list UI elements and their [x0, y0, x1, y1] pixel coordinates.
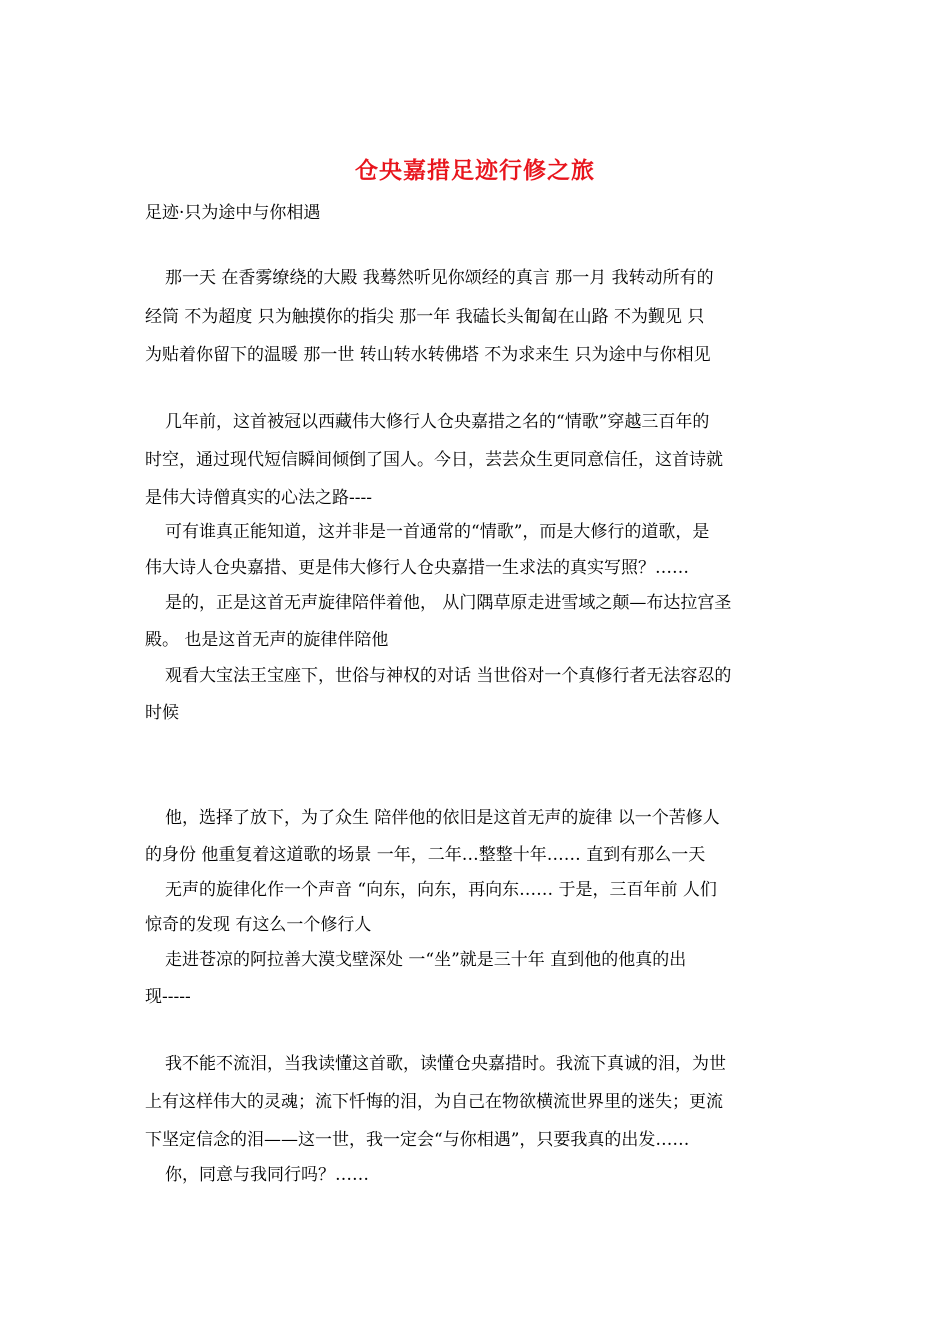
body-line: 现----- — [145, 987, 191, 1007]
body-line: 我不能不流泪，当我读懂这首歌，读懂仓央嘉措时。我流下真诚的泪，为世 — [165, 1054, 726, 1074]
body-line: 无声的旋律化作一个声音 “向东，向东，再向东…… 于是，三百年前 人们 — [165, 880, 717, 900]
body-line: 伟大诗人仓央嘉措、更是伟大修行人仓央嘉措一生求法的真实写照？…… — [145, 558, 689, 578]
body-line: 走进苍凉的阿拉善大漠戈壁深处 一“坐”就是三十年 直到他的他真的出 — [165, 950, 687, 970]
body-line: 殿。 也是这首无声的旋律伴陪他 — [145, 630, 389, 650]
body-line: 你，同意与我同行吗？…… — [165, 1165, 369, 1185]
body-line: 惊奇的发现 有这么一个修行人 — [145, 915, 372, 935]
body-line: 为贴着你留下的温暖 那一世 转山转水转佛塔 不为求来生 只为途中与你相见 — [145, 345, 711, 365]
document-title: 仓央嘉措足迹行修之旅 — [355, 157, 595, 184]
document-subtitle: 足迹·只为途中与你相遇 — [145, 203, 321, 223]
body-line: 他，选择了放下，为了众生 陪伴他的依旧是这首无声的旋律 以一个苦修人 — [165, 808, 720, 828]
body-line: 时候 — [145, 703, 179, 723]
body-line: 可有谁真正能知道，这并非是一首通常的“情歌”，而是大修行的道歌，是 — [165, 522, 710, 542]
body-line: 观看大宝法王宝座下，世俗与神权的对话 当世俗对一个真修行者无法容忍的 — [165, 666, 732, 686]
body-line: 上有这样伟大的灵魂；流下忏悔的泪，为自己在物欲横流世界里的迷失；更流 — [145, 1092, 723, 1112]
body-line: 下坚定信念的泪——这一世，我一定会“与你相遇”，只要我真的出发…… — [145, 1130, 690, 1150]
body-line: 的身份 他重复着这道歌的场景 一年，二年…整整十年…… 直到有那么一天 — [145, 845, 706, 865]
body-line: 时空，通过现代短信瞬间倾倒了国人。今日，芸芸众生更同意信任，这首诗就 — [145, 450, 723, 470]
body-line: 经筒 不为超度 只为触摸你的指尖 那一年 我磕长头匍匐在山路 不为觐见 只 — [145, 307, 705, 327]
body-line: 是的，正是这首无声旋律陪伴着他， 从门隅草原走进雪域之颠—布达拉宫圣 — [165, 593, 732, 613]
body-line: 几年前，这首被冠以西藏伟大修行人仓央嘉措之名的“情歌”穿越三百年的 — [165, 412, 710, 432]
body-line: 那一天 在香雾缭绕的大殿 我蓦然听见你颂经的真言 那一月 我转动所有的 — [165, 268, 714, 288]
body-line: 是伟大诗僧真实的心法之路---- — [145, 488, 372, 508]
